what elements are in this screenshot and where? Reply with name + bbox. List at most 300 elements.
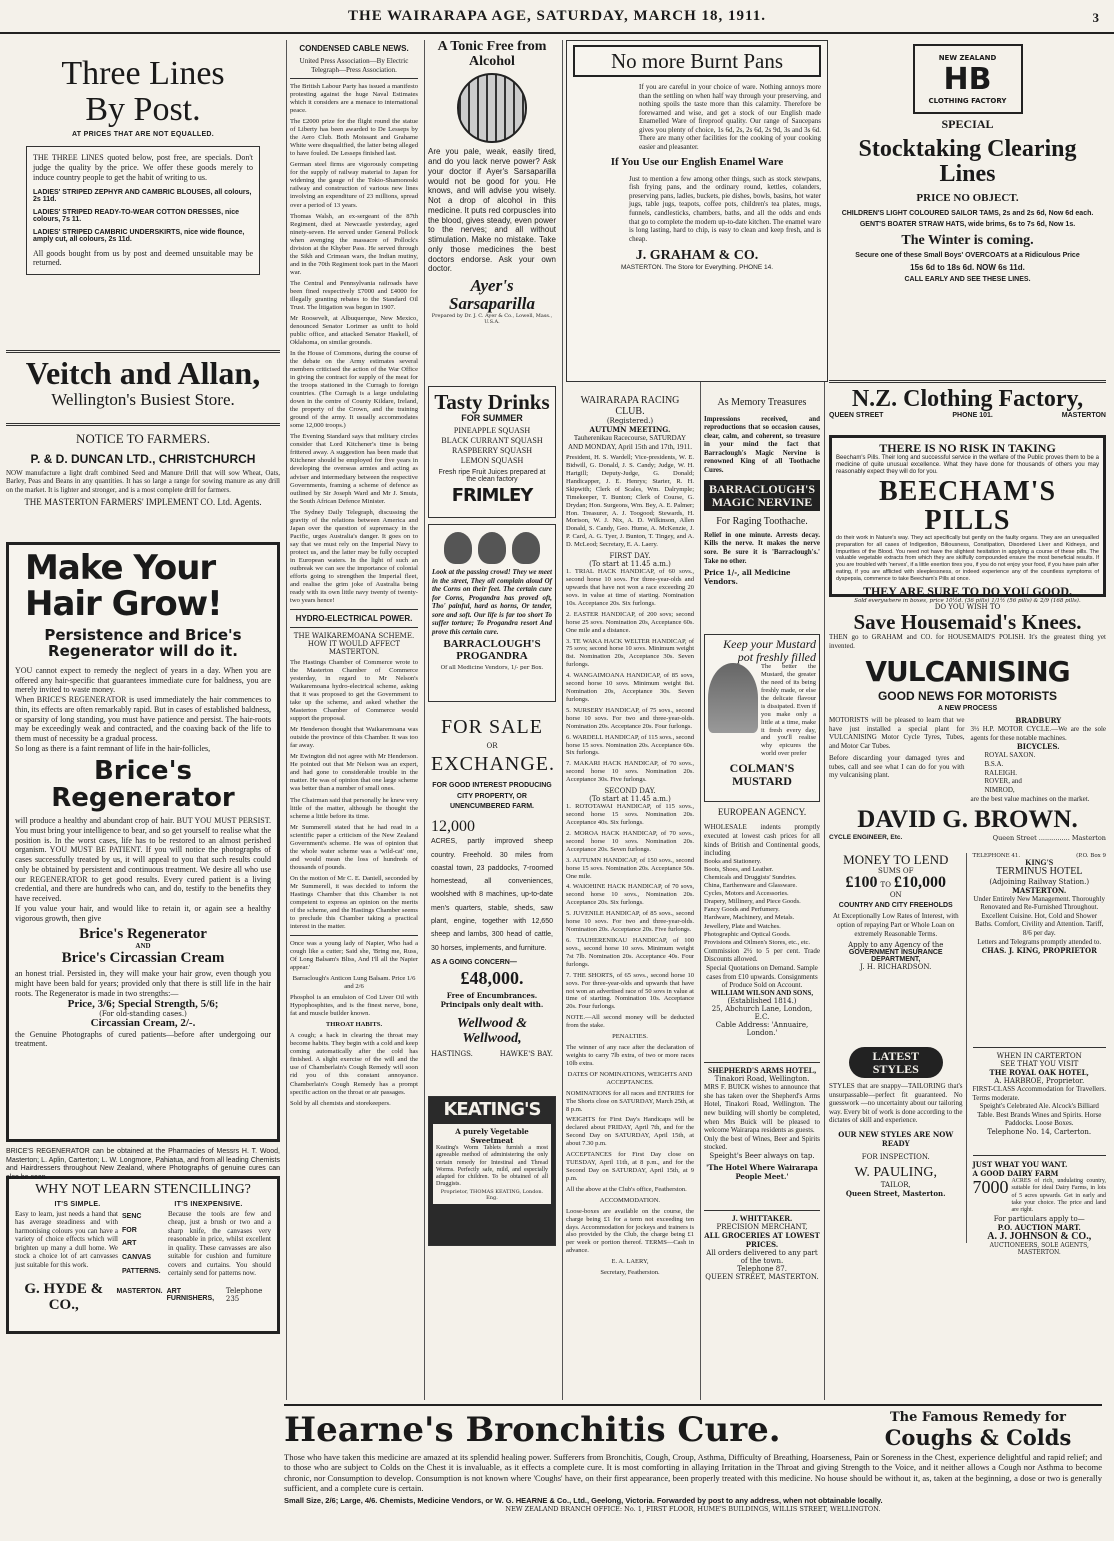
hydro-title: HYDRO-ELECTRICAL POWER. [295, 614, 413, 623]
racing-ad [566, 396, 694, 1396]
nz-phone: PHONE 101. [952, 412, 993, 420]
vulc-proc: A NEW PROCESS [937, 704, 998, 712]
hotel-beer: Speight's Beer always on tap. [709, 1151, 815, 1160]
race2-2: 2. MOROA HACK HANDICAP, of 70 sovs., second horse 10 sovs. Nomination 20s. Acceptance 20s. Seven furlongs. [566, 829, 694, 853]
hydro-para-6: On the motion of Mr C. E. Daniell, seconded by Mr Summerell, it was decided to inform the Hastings Chamber that this Chamber is not competent to express an opinion on the merits of the scheme, and the Hastings Chamber seems to preclude this Chamber taking a practical interest in the matter. [290, 874, 418, 930]
keating-sub: A purely Vegetable Sweetmeat [455, 1126, 529, 1145]
euro-item-7: Fancy Goods and Perfumery. [704, 906, 780, 914]
farm-title: JUST WHAT YOU WANT. [972, 1160, 1068, 1169]
three-lines-intro: THE THREE LINES quoted below, post free, are specials. Don't judge the quality by the price. We offer these goods merely to induce country people to get the habit of writing to us. [33, 153, 253, 182]
vulc-right2: are the best value machines on the market. [970, 794, 1090, 803]
euro-ad [704, 808, 820, 1058]
whittaker-text2: All orders delivered to any part of the town. [706, 1249, 818, 1266]
ayer-ad [428, 40, 556, 386]
hotel-ad [704, 1062, 820, 1206]
frimley-item-1: PINEAPPLE SQUASH [453, 426, 531, 436]
euro-item-1: Books and Stationery. [704, 857, 762, 865]
pans-title: No more Burnt Pans [573, 45, 821, 77]
race2-1: 1. ROTOTAWAI HANDICAP, of 115 sovs., second horse 15 sovs. Nomination 20s. Acceptance 40s. Six furlongs. [566, 803, 694, 827]
vulc-text: MOTORISTS will be pleased to learn that we have just installed a special plant for VULCANISING Motor Cycle Tyres, Tubes, and Motor Car Tubes. [829, 715, 965, 750]
stencil-firm-loc: MASTERTON. [116, 1287, 163, 1295]
sale-exchange: EXCHANGE. [431, 753, 555, 775]
memory-text2: Relief in one minute. Arrests decay. Kills the nerve. It makes the nerve sore. Be sure it is 'Barraclough's.' Take no other. [704, 530, 820, 565]
cable-source: United Press Association—By Electric Telegraph—Press Association. [299, 57, 409, 74]
stencil-mid-1: SENC [122, 1213, 142, 1220]
nz-clothing [829, 387, 1106, 435]
money-text: At Exceptionally Low Rates of Interest, with option of repaying Part or Whole Loan on extremely Reasonable Terms. [832, 912, 959, 938]
money-on: ON [889, 891, 902, 900]
farm-role: AUCTIONEERS, SOLE AGENTS, [989, 1242, 1089, 1250]
farm-town: MASTERTON. [1017, 1249, 1061, 1257]
euro-item-2: Boots, Shoes, and Leather. [704, 865, 774, 873]
hb-noobj: PRICE NO OBJECT. [916, 191, 1019, 204]
stencil-art: ART FURNISHERS, [166, 1287, 215, 1302]
euro-title: EUROPEAN AGENCY. [717, 807, 807, 817]
vulc-text2: Before discarding your damaged tyres and tubes, call and see what I can do for you with my vulcanising plant. [829, 754, 965, 780]
farm-acres: 7000 [972, 1177, 1009, 1197]
hotel-loc: Tinakori Road, Wellington. [714, 1075, 810, 1084]
stencil-mid-5: PATTERNS. [122, 1267, 161, 1275]
stencil-firm: G. HYDE & CO., [24, 1280, 104, 1313]
beecham-risk: THERE IS NO RISK IN TAKING [879, 441, 1056, 455]
cable-para-6: Mr Roosevelt, at Albuquerque, New Mexico, denounced Senator Lorimer as unfit to hold public office, and attacked Senator Haskell, of Oklahoma, on similar grounds. [290, 314, 418, 346]
money-ad [829, 853, 967, 1043]
racing-dates: DATES OF NOMINATIONS, WEIGHTS AND ACCEPTANCES. [567, 1070, 693, 1086]
three-lines-box [26, 146, 260, 275]
race1-2: 2. EASTER HANDICAP, of 200 sovs; second horse 25 sovs. Nomination 20s, Acceptance 60s. One mile and a distance. [566, 610, 694, 634]
racing-sec: E. A. LAERY, [611, 1258, 649, 1266]
hb-top: NEW ZEALAND [938, 53, 997, 62]
three-lines-item-1: LADIES' STRIPED ZEPHYR AND CAMBRIC BLOUSES, all colours, 2s 11d. [33, 188, 252, 203]
beecham-text2: do their work in Nature's way. They act specifically but gently on the faulty organs. They are an unequalled preparation for all cases of Indigestion, Biliousness, Constipation, Disordered Liver and Kidneys, and Impurities of the Blood. You need not have the slightest hesitation in applying a course of these pills. The valuable vegetable extracts from which they are skilfully compounded ensure the most beneficial results. If you are troubled with 'nerves', if a little exertion tires you, if you do not enjoy your food, if you have pain after eating, if you are afflicted with sleeplessness, or indeed experience any of the countless symptoms of dyspepsia, commence to take Beecham's Pills at once. [836, 535, 1099, 582]
euro-est: (Established 1814.) [727, 996, 797, 1005]
hb-call: CALL EARLY AND SEE THESE LINES. [904, 276, 1031, 284]
memory-text: Impressions received, and reproductions that so occasion causes, clear, calm, and coherent, so treasure in your mind the fact that Barraclough's Magic Nervine is renowned King of all Toothache Cures. [704, 414, 820, 474]
euro-text: WHOLESALE indents promptly executed at lowest cash prices for all kinds of British and Continental goods, including [704, 823, 820, 858]
brice-p7: the Genuine Photographs of cured patients—before after undergoing our treatment. [15, 1029, 271, 1049]
ayer-brand: Ayer's Sarsaparilla [449, 276, 535, 313]
cable-para-3: German steel firms are vigorously competing for the supply of railway material to Japan for widening the gauge of the Tokio-Shamonoski railway and construction of various new lines involving an expenditure of 23 millions, spread over a period of 13 years. [290, 161, 418, 209]
euro-firm: WILLIAM WILSON AND SONS, [710, 988, 814, 997]
stencil-mid [122, 1210, 164, 1278]
brice-p2: When BRICE'S REGENERATOR is used immediately the hair commences to thin, its effects are often remarkably rapid. But in cases of established baldness, or sparsity of long standing, you must have patience and persist. The hair-roots may be exceedingly weak and contracted, and the coaxing back of the life to them must of necessity be a gradual process. [15, 695, 271, 744]
euro-addr: 25, Abchurch Lane, London, E.C. [711, 1004, 813, 1021]
kings-text: Under Entirely New Management. Thoroughly Renovated and Re-Furnished Throughout. Excellent Cuisine. Hot, Cold and Shower Baths. Comfort, Civility and Attention. Tariff, 8/6 per day. [973, 894, 1105, 938]
hb-special: SPECIAL [941, 117, 994, 131]
euro-item-9: Jewellery, Plate and Watches. [704, 922, 781, 930]
euro-cable: Cable Address: 'Annuaire, London.' [715, 1020, 809, 1037]
euro-item-3: Chemicals and Druggists' Sundries. [704, 873, 797, 881]
race1-3: 3. TE WAKA HACK WELTER HANDICAP, of 75 sovs; second horse 10 sovs. Minimum weight 8st. Nomination 20s, Acceptance 30s. Seven furlongs. [566, 637, 694, 669]
styles-text: STYLES that are snappy—TAILORING that's unsurpassable—perfect fit guaranteed. No guesswork —no uncertainty about our tailoring way. Every bit of work is done according to the dictates of skill and experience. [829, 1082, 963, 1125]
memory-sub: For Raging Toothache. [716, 516, 808, 528]
sale-title: FOR SALE [441, 716, 543, 738]
keating-foot: Proprietor, THOMAS KEATING, London. Eng. [440, 1188, 544, 1201]
nz-title: N.Z. Clothing Factory, [851, 386, 1084, 412]
stencil-mid-2: FOR [122, 1226, 137, 1234]
cable-para-8: The Evening Standard says that military circles consider that Lord Kitchener's time is being frittered away. A suggestion has been made that Kitchener should be employed for five years in developing the overseas armies and acting as adviser and intermediary between the respective Governments, framing a scheme of defence as outlined by Sir Joseph Ward and Mr J. Smuts, the South African Defence Minister. [290, 433, 418, 505]
three-lines-item-2: LADIES' STRIPED READY-TO-WEAR COTTON DRESSES, nice colours, 7s 11. [33, 208, 239, 223]
racing-addr: All the above at the Club's office, Featherston. [566, 1185, 687, 1193]
racing-day1-note: (To start at 11.45 a.m.) [589, 560, 671, 569]
bike-4: ROVER, and [984, 777, 1022, 786]
kings-text2: Letters and Telegrams promptly attended to. [977, 937, 1102, 946]
corns-text: Look at the passing crowd! They we meet in the street, They all complain aloud Of the Corns on their feet. The certain cure for Corns, Progandra has proved oft, Tho' painful, hard as horns, Or tender, sore and soft. Our life is far too short To suffer torture; To Progandra resort And prove this certain cure. [432, 568, 552, 636]
race2-3: 3. AUTUMN HANDICAP, of 150 sovs., second horse 15 sovs. Nomination 20s. Acceptance 50s. One mile. [566, 856, 694, 880]
cable-para-7: In the House of Commons, during the course of the debate on the Army estimates several members criticised the action of the War Office in giving the contract for supply of the meat for the troops stationed in the Curragh to foreign countries. (The Curragh is a large undulating down in the centre of County Kildare, Ireland, the property of the Crown, and the training ground of the army. It usually accommodates some 12,000 troops.) [290, 350, 418, 430]
styles-role: TAILOR, [880, 1180, 911, 1189]
column-2 [286, 40, 418, 1400]
race2-4: 4. WAIOHINE HACK HANDICAP, of 70 sovs, second horse 10 sovs., Nomination 20s. Acceptance 20s. Six furlongs. [566, 883, 694, 907]
three-lines-title: Three Lines By Post. [61, 55, 225, 128]
kings-ad [973, 853, 1107, 1043]
racing-day1: FIRST DAY. [609, 552, 651, 561]
sale-ad [428, 708, 556, 1096]
royal-ad [973, 1047, 1107, 1151]
euro-item-6: Drapery, Millinery, and Piece Goods. [704, 898, 801, 906]
brice-p1: YOU cannot expect to remedy the neglect of years in a day. When you are offered any hair-specific that guarantees immediate cure for baldness, you are merely invited to waste money. [15, 665, 271, 695]
hb-winter: The Winter is coming. [901, 232, 1034, 248]
euro-item-11: Provisions and Oilmen's Stores, etc., etc. [704, 938, 811, 946]
kings-prop: CHAS. J. KING, PROPRIETOR [981, 946, 1097, 956]
race2-7: 7. THE SHORTS, of 65 sovs., second horse 10 sovs. For three-year-olds and upwards that have not won an advertised race of 50 sovs in value at time of starting. Nomination 10s. Acceptance 20s. Four furlongs. [566, 971, 694, 1011]
brice-title: Make Your Hair Grow! [25, 548, 222, 624]
column-3 [424, 40, 556, 1400]
farm-more: For particulars apply to— [993, 1214, 1085, 1223]
column-6 [824, 40, 1106, 1400]
frimley-brand: FRIMLEY [451, 485, 533, 507]
pans-firm: J. GRAHAM & CO. [635, 248, 759, 264]
nz-town: MASTERTON [1061, 412, 1106, 420]
right-stack [973, 1043, 1107, 1256]
memory-ad [704, 398, 820, 634]
kings-name: KING'S [1025, 858, 1054, 867]
hydro-sub2: HOW IT WOULD AFFECT MASTERTON. [307, 640, 401, 656]
knees-text: THEN go to GRAHAM and CO. for HOUSEMAID'S POLISH. It's the greatest thing yet invented. [829, 633, 1106, 650]
mustard-text: The better the Mustard, the greater the need of its being freshly made, or else the delicate flavour is dissipated. Even if you make only a little at a time, make it fresh every day, and you'll realise why epicures the world over prefer [761, 663, 816, 758]
racing-accept: ACCEPTANCES for First Day close on TUESDAY, April 11th, at 8 p.m., and for the Second Day on SATURDAY, April 15th, at 9 p.m. [566, 1151, 694, 1182]
kings-sub: (Adjoining Railway Station.) [989, 877, 1090, 886]
whittaker-role: PRECISION MERCHANT, [716, 1223, 808, 1232]
brice-price2: Circassian Cream, 2/-. [90, 1017, 196, 1030]
money-agent: J. H. RICHARDSON. [860, 963, 932, 972]
euro-item-8: Hardware, Machinery, and Metals. [704, 914, 795, 922]
hb-logo [913, 44, 1023, 114]
sale-concern: AS A GOING CONCERN— [431, 958, 517, 966]
farm-firm: A. J. JOHNSON & CO., [987, 1230, 1092, 1242]
stencil-tel: Telephone 235 [225, 1286, 263, 1303]
beecham-ad [829, 435, 1106, 604]
racing-penal-text: The winner of any race after the declaration of weights to carry 7lb extra, of two or more races 10lb extra. [566, 1044, 694, 1067]
veitch-tag: Wellington's Busiest Store. [51, 389, 235, 409]
beecham-sure: THEY ARE SURE TO DO YOU GOOD. [862, 584, 1073, 599]
styles-ad [829, 1043, 967, 1243]
hotel-text2: Only the best of Wines, Beer and Spirits stocked. [704, 1134, 820, 1152]
frimley-item-2: BLACK CURRANT SQUASH [441, 436, 543, 446]
hearne-branch: NEW ZEALAND BRANCH OFFICE: No. 1, FIRST FLOOR, HUME'S BUILDINGS, WILLIS STREET, WELLINGTON. [505, 1505, 881, 1514]
money-security: COUNTRY AND CITY FREEHOLDS [838, 902, 953, 910]
hb-l2: GENT'S BOATER STRAW HATS, wide brims, 6s to 7s 6d, Now 1s. [859, 220, 1076, 228]
hydro-para-2: Mr Henderson thought that Waikaremoana was outside the province of this Chamber. It was too far away. [290, 726, 418, 750]
masthead [0, 0, 1114, 34]
royal-h2: SEE THAT YOU VISIT [1000, 1060, 1079, 1068]
masthead-title: THE WAIRARAPA AGE, SATURDAY, MARCH 18, 1911. [348, 7, 766, 24]
royal-h1: WHEN IN CARTERTON [996, 1052, 1082, 1060]
duncan-title: NOTICE TO FARMERS. [76, 431, 210, 446]
brief-p5: Sold by all chemists and storekeepers. [290, 1099, 391, 1107]
race1-5: 5. NURSERY HANDICAP, of 75 sovs., second horse 10 sovs. For two and three-year-olds. Nomination 20s. Acceptance 20s. Four furlongs. [566, 706, 694, 730]
euro-comm: Commission 2½ to 5 per cent. Trade Discounts allowed. [704, 946, 820, 964]
whittaker-name: J. WHITTAKER. [731, 1214, 793, 1223]
racing-day2-note: (To start at 11.45 a.m.) [589, 795, 671, 804]
vulc-role: CYCLE ENGINEER, Etc. [829, 833, 903, 841]
stencil-title: WHY NOT LEARN STENCILLING? [35, 1182, 251, 1197]
euro-item-5: Cycles, Motors and Accessories. [704, 890, 789, 898]
veitch-name: Veitch and Allan, [25, 355, 261, 391]
corns-brand: BARRACLOUGH'S PROGANDRA [443, 638, 541, 662]
hydro-para-4: The Chairman said that personally he knew very little of the matter, although he thought the scheme a little before its time. [290, 796, 418, 820]
duncan-agent: THE MASTERTON FARMERS' IMPLEMENT CO. Ltd. Agents. [24, 497, 262, 508]
vulc-right-heading: BRADBURY [1015, 715, 1062, 725]
hb-ad [829, 44, 1106, 376]
money-title: MONEY TO LEND [843, 852, 949, 867]
kings-town: MASTERTON. [1012, 885, 1067, 895]
brice-sub: Persistence and Brice's Regenerator will do it. [44, 626, 242, 661]
frimley-item-4: LEMON SQUASH [460, 456, 524, 466]
corns-foot: Of all Medicine Vendors, 1/- per Box. [440, 665, 544, 672]
pans-text2: Just to mention a few among other things, such as stock stewpans, fish frying pans, and the ordinary round, kettles, colanders, preserving pans, ladles, buckets, pie dishes, bowls, basins, hot water jugs, table jugs, teapots, coffee pots, children's tea plates, mugs, funnels, candlesticks, chambers, baths, and all the odds and ends that go to complete the modern up-to-date kitchen. The enamel ware is long lasting, hard to chip, is easy to clean and keep fresh, and is cheap. [629, 174, 821, 243]
knees-title: Save Housemaid's Knees. [853, 610, 1082, 634]
royal-tel: Telephone No. 14, Carterton. [987, 1127, 1092, 1136]
stencil-left-heading: IT'S SIMPLE. [54, 1200, 101, 1208]
mustard-title: Keep your Mustard pot freshly filled [723, 637, 816, 664]
bike-5: NIMROD, [984, 786, 1015, 795]
frimley-item-3: RASPBERRY SQUASH [452, 446, 532, 456]
frimley-sub: FOR SUMMER [461, 413, 523, 424]
lady-illustration [708, 663, 758, 733]
three-lines-item-3: LADIES' STRIPED CAMBRIC UNDERSKIRTS, nice wide flounce, amply cut, all colours, 2s 11d. [33, 228, 245, 243]
styles-logo: LATEST STYLES [849, 1047, 943, 1078]
money-apply: Apply to any Agency of the [848, 941, 944, 950]
farm-auct: P.O. AUCTION MART. [997, 1222, 1081, 1232]
keating-title: KEATING'S [443, 1099, 541, 1120]
column-1 [6, 40, 280, 1535]
brice-p6: an honest trial. Persisted in, they will make your hair grow, even though you might have been bald for years; provided only that there is still life in the hair roots. The Regenerator is made in two strengths:— [15, 969, 271, 998]
whittaker-ad [704, 1210, 820, 1281]
hydro-para-5: Mr Summerell stated that he had read in a scientific paper a criticism of the New Zealand Government's scheme. He was of opinion that the whole water scheme was a 'wild-cat' one, and would mean the loss of hundreds of thousands of pounds. [290, 823, 418, 871]
brice-brand: Brice's Regenerator [51, 755, 235, 813]
kings-tel: TELEPHONE 41. [972, 853, 1021, 859]
sale-acres: 12,000 [431, 817, 475, 835]
cable-para-1: The British Labour Party has issued a manifesto protesting against the huge Naval Estimates which it considers are a menace to international peace. [290, 83, 418, 115]
memory-brand: BARRACLOUGH'S MAGIC NERVINE [704, 480, 820, 511]
ayer-title: A Tonic Free from Alcohol [437, 39, 547, 69]
kings-title: TERMINUS HOTEL [996, 866, 1083, 878]
veitch-ad [6, 357, 280, 419]
sale-loc1: HASTINGS. [431, 1050, 473, 1059]
hearne-title: Hearne's Bronchitis Cure. [284, 1410, 781, 1450]
kings-box: (P.O. Box 9 [1076, 853, 1106, 859]
hb-bottom: CLOTHING FACTORY [928, 96, 1007, 105]
money-sums: SUMS OF [878, 866, 914, 875]
knees-ad [829, 603, 1106, 653]
page-number: 3 [1092, 10, 1100, 25]
brice-agents: BRICE'S REGENERATOR can be obtained at the Pharmacies of Messrs H. T. Wood, Masterton; L. Aplin, Carterton; L. W. Longmore, Pahiatua, and from all leading Chemists and Hairdressers throughout New Zealand, where Photographs of genuine cures can also be seen. [6, 1148, 280, 1181]
bike-1: ROYAL SAXON. [984, 751, 1036, 760]
hb-title: Stocktaking Clearing Lines [858, 135, 1077, 187]
sale-sub: FOR GOOD INTEREST PRODUCING CITY PROPERTY, OR UNENCUMBERED FARM. [432, 782, 552, 810]
bike-2: B.S.A. [984, 759, 1004, 768]
racing-officials: President, H. S. Wardell; Vice-presidents, W. E. Bidwill, G. Donald, J. S. Candy; Judge, W. H. Hartgill; Deputy-Judge, G. Donald; Handicapper, J. E. Henrys; Starter, R. H. Skipwith; Clerk of Scales, Wm. Dalrymple; Timekeeper, T. Bunton; Clerk of Course, G. Drydan; Hon. Surgeons, Wm. Bey, A. E. Palmer; Hon. Treasurer, A. J. Toogood; Stewards, H. Morison, W. J. Nix, A. D. Wilkinson, Allen Donald, S. Candy, Geo. Hume, A. McKenzie, J. P. Card, A. G. Tyer, J. Bunton, T. Tingey, and A. D. McLeod; Secretary, E. A. Laery. [566, 454, 694, 549]
vulc-name: DAVID G. BROWN. [857, 806, 1078, 834]
royal-prop: A. HARBROE, Proprietor. [994, 1077, 1085, 1085]
brice-p5: If you value your hair, and would like to retain it, or again see a healthy vigorous growth, then give [15, 903, 271, 923]
racing-day2: SECOND DAY. [604, 787, 656, 796]
sale-firm: Wellwood & Wellwood, [456, 1015, 528, 1046]
racing-meet: AUTUMN MEETING. [589, 425, 671, 434]
racing-reg: (Registered.) [606, 417, 654, 425]
cable-para-9: The Sydney Daily Telegraph, discussing the gravity of the relations between America and Japan over the question of supremacy in the Pacific, urges Australia's danger. It goes on to say that we must rely on the Imperial Navy to protect us, and the latter may be fully occupied in European waters. In the light of such an outbreak we can see the importance of colonial efforts going to strengthen the Imperial fleet, and realise the grim joke of Australia being ready with its own little navy twenty of twenty-two years hence! [290, 508, 418, 604]
royal-text: Speight's Celebrated Ale. Alcock's Billiard Table. Best Brands Wines and Spirits. Horse Paddocks. Loose Boxes. [977, 1102, 1102, 1128]
vulc-ad [829, 657, 1106, 849]
styles-new: OUR NEW STYLES ARE NOW READY [838, 1129, 954, 1148]
euro-item-4: China, Earthenware and Glassware. [704, 881, 797, 889]
race1-1: 1. TRIAL HACK HANDICAP, of 60 sovs., second horse 10 sovs. For three-year-olds and upwards that have not won a race exceeding 20 sovs. in value at time of starting. Nomination 10s. Acceptance 20s. Six furlongs. [566, 568, 694, 607]
racing-title: WAIRARAPA RACING CLUB. [580, 395, 680, 417]
brief-throat: THROAT HABITS. [325, 1021, 383, 1029]
pans-sub: If You Use our English Enamel Ware [610, 156, 784, 169]
keating-text: Keating's Worm Tablets furnish a most agreeable method of administering the only certain remedy for Intestinal and Thread Worms. Perfectly safe, mild, and especially adapted for children. To be obtained of all Druggists. [436, 1144, 548, 1188]
brief-p3: Phosphol is an emulsion of Cod Liver Oil with Hypophosphites, and is the finest nerve, bone, fat and muscle builder known. [290, 994, 418, 1018]
race1-6: 6. WARDELL HANDICAP, of 115 sovs., second horse 15 sovs. Nomination 20s. Acceptance 60s. Six furlongs. [566, 733, 694, 757]
stencil-right-heading: IT'S INEXPENSIVE. [174, 1200, 243, 1208]
money-dept: GOVERNMENT INSURANCE DEPARTMENT, [848, 949, 943, 964]
frimley-ad [428, 386, 556, 518]
duncan-ad [6, 432, 280, 542]
brice-name2: Brice's Circassian Cream [61, 949, 225, 966]
pans-illustration [573, 83, 633, 151]
stencil-mid-4: CANVAS [122, 1253, 152, 1261]
sale-acres-text: ACRES, partly improved sheep country. Freehold. 30 miles from coastal town, 23 paddocks, 7-roomed homestead, all conveniences, woolshed with 8 machines, up-to-date men's quarters, stable, sheds, saw plant, engine, together with 12,650 sheep and lambs, 300 head of cattle, 30 horses, implements, and furniture. [431, 838, 553, 952]
hearne-side1: The Famous Remedy for [890, 1410, 1066, 1425]
racing-accom-text: Loose-boxes are available on the course, the charge being £1 for a term not exceeding ten days. Accommodation for jockeys and trainers is also provided by the Club, the charge being £1 per week or portion thereof. TERMS—Cash in advance. [566, 1207, 694, 1255]
beecham-text: Beecham's Pills. Their long and successful service in the welfare of the Public proves them to be a medicine of quite unusual excellence. What they have done for thousands of others you may reasonably expect they will do for you. [836, 454, 1099, 476]
whittaker-tel: Telephone 87. [737, 1265, 787, 1274]
pans-loc: MASTERTON. The Store for Everything. PHONE 14. [620, 263, 774, 271]
brice-name1: Brice's Regenerator [79, 926, 207, 943]
race2-6: 6. TAUHERENIKAU HANDICAP, of 100 sovs., second horse 10 sovs. Minimum weight 7st 7lb. Nomination 20s. Acceptance 40s. Four furlongs. [566, 937, 694, 968]
vulc-bic: BICYCLES. [1016, 742, 1060, 752]
racing-sec2: Secretary, Featherston. [600, 1269, 660, 1277]
racing-note: NOTE.—All second money will be deducted from the stake. [566, 1014, 694, 1030]
three-lines-outro: All goods bought from us by post and deemed unsuitable may be returned. [33, 248, 253, 268]
farm-text: ACRES of rich, undulating country, suitable for ideal Dairy Farms, in lots of 5 acres upwards. Get in early and take your choice. The price and land are right. [1011, 1178, 1106, 1214]
farm-sub: A GOOD DAIRY FARM [972, 1169, 1059, 1178]
royal-first: FIRST-CLASS Accommodation for Travellers. Terms moderate. [972, 1085, 1106, 1102]
cable-para-5: The Central and Pennsylvania railroads have been fined respectively £7000 and £4000 for illegally granting rebates to the Standard Oil Trust. The litigation was begun in 1907. [290, 279, 418, 311]
brief-p1: Once was a young lady of Napier, Who had a cough like a cutter; Said she, 'Bring me, Russ, Of Long Balsam's Bliss, And I'll all the Napier appear.' [290, 940, 418, 972]
racing-dates-text: NOMINATIONS for all races and ENTRIES for The Shorts close on SATURDAY, March 25th, at 8 p.m. [566, 1089, 694, 1113]
cable-para-2: The £2000 prize for the flight round the statue of Liberty has been awarded to De Lesseps by the Aero Club. Both Moissant and Grahame White were disqualified, the latter being alleged to have fouled. De Lesseps finished last. [290, 118, 418, 158]
hearne-text: Those who have taken this medicine are amazed at its splendid healing power. Sufferers from Bronchitis, Cough, Croup, Asthma, Difficulty of Breathing, Hoarseness, Pain or Soreness in the Chest, experience delightful and rapid relief; and to those who are subject to Colds on the Chest it is invaluable, as it effects a complete cure. It is most comforting in allaying Irritation in the Throat and giving Strength to the Voice, and it neither allows a Cough nor Asthma to become chronic, nor Consumption to develop. Consumption is not known where 'Coughs' have, on their first appearance, been properly treated with this medicine. No house should be without it, as, taken at the beginning, a dose or two is generally sufficient, and a complete cure is certain. [284, 1452, 1102, 1494]
money-to-amount: £10,000 [893, 873, 946, 891]
ayer-text: Are you pale, weak, easily tired, and do you lack nerve power? Ask your doctor if Ayer's Sarsaparilla would not be good for you. He knows, and will advise you wisely. Not a drop of alcohol in this medicine. It puts red corpuscles into the blood, gives steady, even power to the nerves; and all without stimulation. Make no mistake. Take only those medicines the best doctors endorse. Ask your own doctor. [428, 147, 556, 274]
stencil-ad [6, 1176, 280, 1334]
keating-ad [428, 1096, 556, 1246]
mustard-brand: COLMAN'S MUSTARD [729, 761, 795, 788]
hearne-side2: Coughs & Colds [884, 1425, 1072, 1450]
duncan-text: NOW manufacture a light draft combined Seed and Manure Drill that will sow Wheat, Oats, Barley, Peas and Beans in any quantities. It has so large a range for sowing manure as any drill on the market. It is lighter and stronger, and is a most complete drill for farmers. [6, 468, 280, 494]
hb-l3: Secure one of these Small Boys' OVERCOATS at a Ridiculous Price [855, 252, 1080, 260]
sale-price: £48,000. [460, 967, 524, 988]
brice-price1: Price, 3/6; Special Strength, 5/6; [67, 997, 219, 1010]
racing-weights: WEIGHTS for First Day's Handicaps will be declared about FRIDAY, April 7th, and for the Second Day on SATURDAY, April 15th, at about 7.30 p.m. [566, 1116, 694, 1148]
faces-illustration [432, 532, 552, 564]
brice-ad [6, 542, 280, 1142]
hb-l1: CHILDREN'S LIGHT COLOURED SAILOR TAMS, 2s and 2s 6d, Now 6d each. [841, 209, 1094, 217]
globe-icon [457, 73, 527, 143]
ayer-foot: Prepared by Dr. J. C. Ayer & Co., Lowell, Mass., U.S.A. [431, 312, 553, 325]
memory-title: As Memory Treasures [717, 397, 807, 408]
brice-price1-note: (For old-standing cases.) [99, 1010, 187, 1019]
three-lines-sub: AT PRICES THAT ARE NOT EQUALLED. [71, 131, 215, 139]
hotel-title: SHEPHERD'S ARMS HOTEL, [707, 1066, 817, 1075]
brief-p4: A cough; a hack in clearing the throat may become habits. They begin with a cold and keep coming automatically after the cold has finished. A slight exercise of the will and the use of Chamberlain's Cough Remedy will soon rid you of this constant annoyance. Chamberlain's Cough Remedy has a prompt specific action on the throat or air passages. [290, 1032, 418, 1096]
nz-street: QUEEN STREET [829, 412, 884, 420]
mustard-ad [704, 634, 820, 802]
hb-letters: HB [943, 61, 992, 97]
duncan-firm: P. & D. DUNCAN LTD., CHRISTCHURCH [30, 451, 256, 466]
race1-4: 4. WANGAIMOANA HANDICAP, of 85 sovs, second horse 10 sovs. Minimum weight 8st. Nomination 20s, Acceptance 30s. Seven furlongs. [566, 672, 694, 703]
styles-name: W. PAULING, [854, 1164, 938, 1180]
brief-p2: Barraclough's Anticon Lung Balsam. Price 1/6 and 2/6 [292, 975, 416, 991]
hotel-text: MRS F. BUICK wishes to announce that she has taken over the Shepherd's Arms Hotel, Tinakori Road, Wellington. The new building will shortly be completed, when Mrs Buick will be pleased to welcome Wairarapa residents as guests. [704, 1083, 820, 1135]
brice-p4: will produce a healthy and abundant crop of hair. BUT YOU MUST PERSIST. You must bring your intelligence to bear, and so get yourself to realise what the position is. In the worst cases, life has to be restored to an almost perished organism. YOU MUST BE PATIENT. If you will notice the photographs of cases successfully treated by us, it will appeal to you that such results could only be obtained by persistent and continuous treatment. We desire all who use our REGENERATOR to get good results. Every cured patient is a living credential, and there are hundreds who can, and do, testify to the benefits they have received. [15, 816, 271, 904]
brice-p3: So long as there is a faint remnant of life in the hair-follicles, [15, 743, 211, 753]
racing-venue: Tauherenikau Racecourse, SATURDAY AND MONDAY, April 15th and 17th, 1911. [568, 434, 692, 451]
hearne-ad [284, 1404, 1102, 1532]
money-to: TO [880, 880, 891, 889]
sale-or: OR [486, 742, 498, 750]
vulc-sub: GOOD NEWS FOR MOTORISTS [877, 689, 1058, 704]
whittaker-text: ALL GROCERIES AT LOWEST PRICES. [704, 1231, 820, 1250]
royal-h3: THE ROYAL OAK HOTEL, [989, 1068, 1089, 1077]
bike-3: RALEIGH. [984, 768, 1017, 777]
pans-ad [566, 40, 828, 382]
pans-text: If you are careful in your choice of ware. Nothing annoys more than the settling on when half way through your preserving, and nothing spoils the taste more than this calamity. Therefore be forewarned and wise, and get a stock of our English made Enamelled Ware of fireproof quality. Our range of Saucepans gives you plenty of choice, 1s 6d, 2s, 2s 6d, 2s 9d, 3s and 3s 6d. There are many other facilities for the cooking of your cooking easier and pleasanter. [639, 83, 821, 151]
vulc-addr: Queen Street ............... Masterton [992, 833, 1106, 842]
beecham-sold: Sold everywhere in boxes, price 10½d. (36 pills) 1/1½ (56 pills) & 2/9 (168 pills). [854, 597, 1081, 604]
hb-l4: 15s 6d to 18s 6d. NOW 6s 11d. [910, 263, 1025, 273]
vulc-right1: 3½ H.P. MOTOR CYCLE.—We are the sole agents for these notable machines. [970, 724, 1106, 742]
brice-and: AND [135, 942, 151, 951]
frimley-title: Tasty Drinks [434, 390, 550, 414]
cable-title: CONDENSED CABLE NEWS. [299, 44, 409, 53]
hydro-para-1: The Hastings Chamber of Commerce wrote to the Masterton Chamber of Commerce yesterday, in regard to Mr Nelson's Waikaremoana hydro-electrical scheme, asking that it was proposed to get the Government to take up the scheme, and asked whether the Masterton Chamber of Commerce would support the proposal. [290, 659, 418, 723]
hydro-sub: THE WAIKAREMOANA SCHEME. [293, 632, 415, 640]
stencil-right: Because the tools are few and cheap, just a brush or two and a sharp knife, the canvases very reasonable in price, whilst excellent in quality. These canvasses are also suitable for cushion and furniture covers and curtains. You should certainly send for patterns now. [168, 1209, 271, 1278]
memory-price: Price 1/-, all Medicine Vendors. [704, 568, 791, 587]
euro-quot: Special Quotations on Demand. Sample cases from £10 upwards. Consignments of Produce Sold on Account. [706, 964, 818, 990]
hearne-price: Small Size, 2/6; Large, 4/6. Chemists, Medicine Vendors, or W. G. HEARNE & Co., Ltd., Geelong, Victoria. Forwarded by post to any address, when not obtainable locally. [284, 1496, 883, 1506]
corns-ad [428, 524, 556, 702]
farm-ad [973, 1155, 1107, 1256]
sale-loc2: HAWKE'S BAY. [499, 1050, 553, 1059]
hydro-para-3: Mr Ewington did not agree with Mr Henderson. He pointed out that Mr Nelson was an expert, and had gone to considerable trouble in the matter. He was of opinion that one large scheme was better than a number of small ones. [290, 753, 418, 793]
stencil-mid-3: ART [122, 1240, 137, 1248]
cable-para-4: Thomas Walsh, an ex-sergeant of the 87th Regiment, died at Newcastle yesterday, aged ninety-seven. He served under General Pollock when avenging the massacre of Pollock's division at the Khyber Pass. He served through the Sikh and Crimean wars, the Indian mutiny, and in the 70th Regiment took part in the Maori war. [290, 212, 418, 276]
knees-pre: DO YOU WISH TO [934, 603, 1001, 611]
